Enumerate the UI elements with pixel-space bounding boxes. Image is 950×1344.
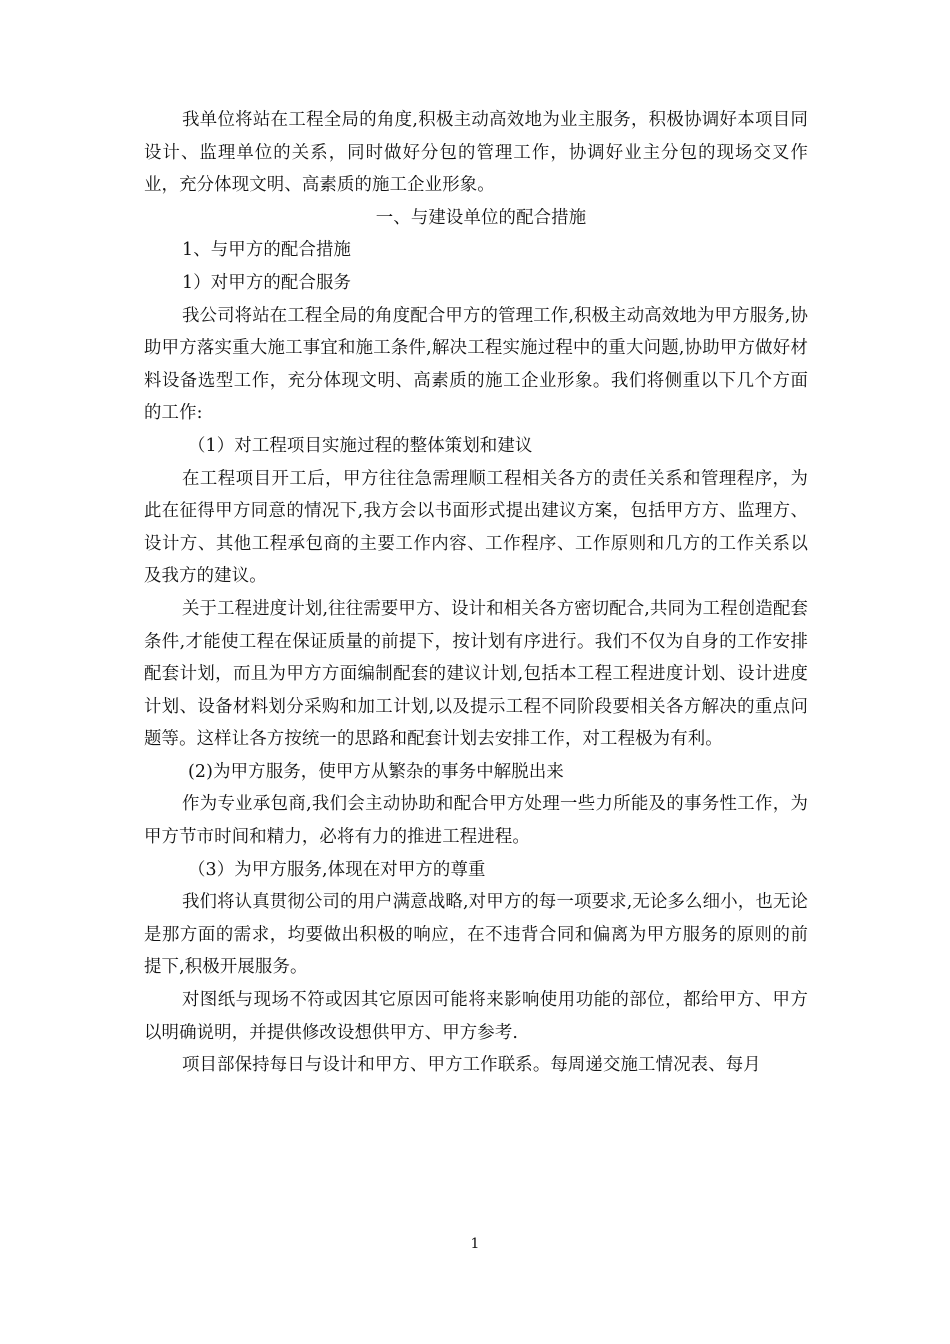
list-item-heading: (2)为甲方服务，使甲方从繁杂的事务中解脱出来 [188,761,564,782]
body-paragraph: 项目部保持每日与设计和甲方、甲方工作联系。每周递交施工情况表、每月 [182,1055,761,1076]
subsection-heading: 1、与甲方的配合措施 [182,240,352,261]
body-paragraph: 在工程项目开工后，甲方往往急需理顺工程相关各方的责任关系和管理程序，为此在征得甲方同意的情况下,我方会以书面形式提出建议方案，包括甲方方、监理方、设计方、其他工程承包商的主要工作内容、工作程序、工作原则和几方的工作关系以及我方的建议。 [144,468,808,587]
intro-paragraph: 我单位将站在工程全局的角度,积极主动高效地为业主服务，积极协调好本项目同设计、监理单位的关系，同时做好分包的管理工作，协调好业主分包的现场交叉作业，充分体现文明、高素质的施工企业形象。 [144,110,808,196]
sub-subsection-heading: 1）对甲方的配合服务 [182,272,352,293]
section-heading: 一、与建设单位的配合措施 [375,207,587,228]
body-paragraph: 关于工程进度计划,往往需要甲方、设计和相关各方密切配合,共同为工程创造配套条件,才能使工程在保证质量的前提下，按计划有序进行。我们不仅为自身的工作安排配套计划，而且为甲方方面编制配套的建议计划,包括本工程工程进度计划、设计进度计划、设备材料划分采购和加工计划,以及提示工程不同阶段要相关各方解决的重点问题等。这样让各方按统一的思路和配套计划去安排工作，对工程极为有利。 [144,598,808,750]
body-paragraph: 我们将认真贯彻公司的用户满意战略,对甲方的每一项要求,无论多么细小，也无论是那方面的需求，均要做出积极的响应，在不违背合同和偏离为甲方服务的原则的前提下,积极开展服务。 [144,892,808,978]
body-paragraph: 对图纸与现场不符或因其它原因可能将来影响使用功能的部位，都给甲方、甲方以明确说明，并提供修改设想供甲方、甲方参考. [144,990,808,1043]
page-number: 1 [470,1236,480,1252]
document-body [144,104,808,1082]
body-paragraph: 我公司将站在工程全局的角度配合甲方的管理工作,积极主动高效地为甲方服务,协助甲方落实重大施工事宜和施工条件,解决工程实施过程中的重大问题,协助甲方做好材料设备选型工作，充分体现文明、高素质的施工企业形象。我们将侧重以下几个方面的工作: [144,305,808,424]
list-item-heading: （1）对工程项目实施过程的整体策划和建议 [188,435,533,456]
body-paragraph: 作为专业承包商,我们会主动协助和配合甲方处理一些力所能及的事务性工作，为甲方节市时间和精力，必将有力的推进工程进程。 [144,794,808,848]
list-item-heading: （3）为甲方服务,体现在对甲方的尊重 [188,859,486,880]
